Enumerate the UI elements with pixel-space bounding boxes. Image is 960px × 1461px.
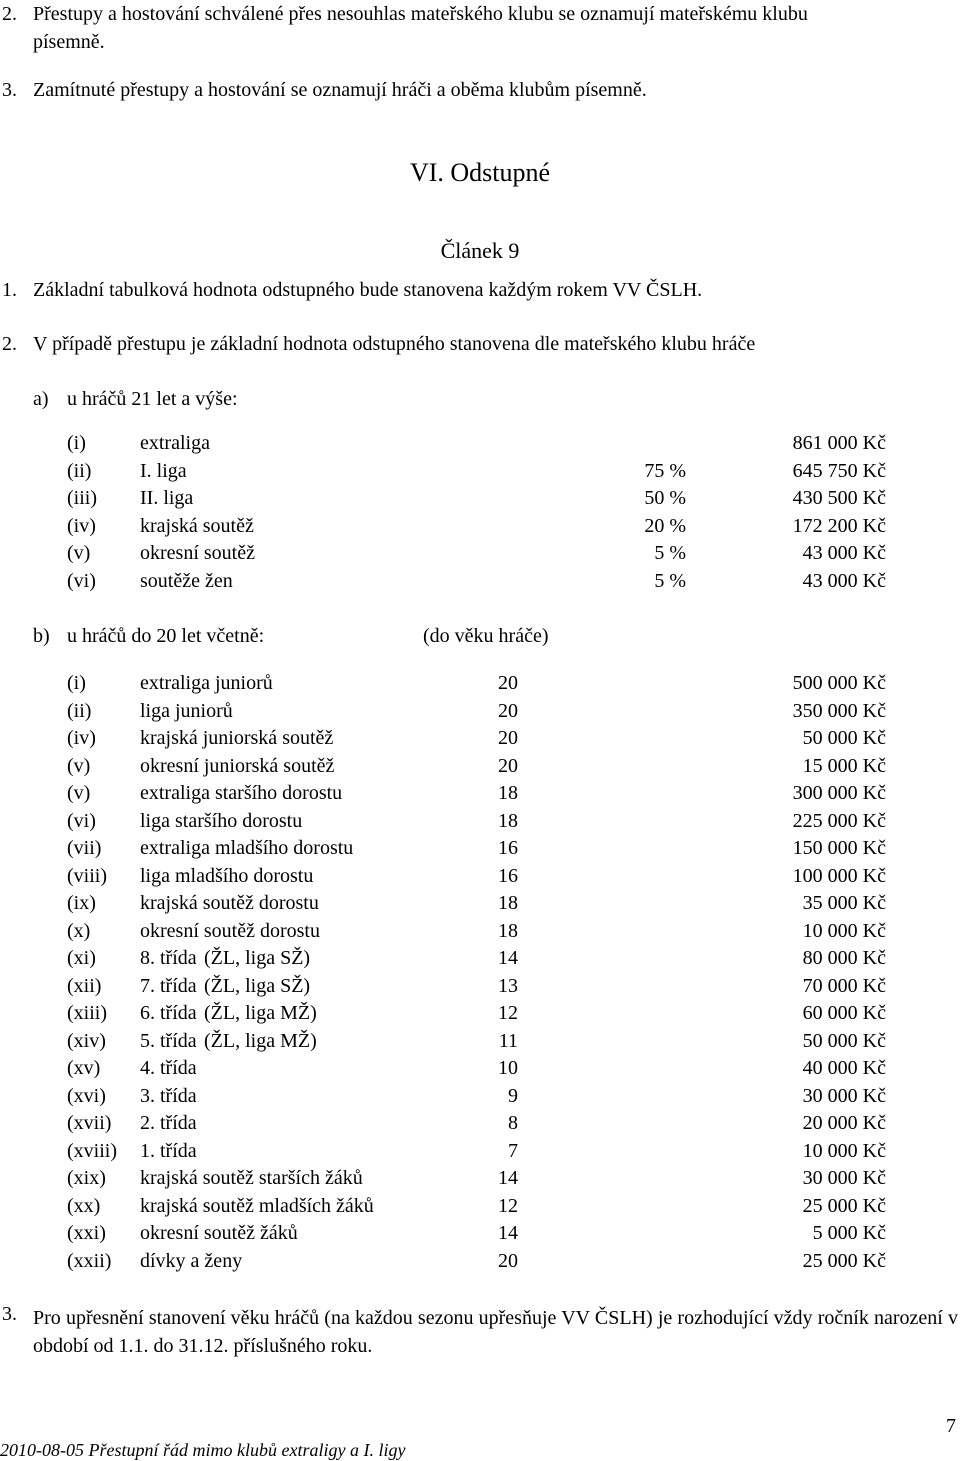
- table-row: [0, 1031, 960, 1055]
- row-age: 16: [498, 864, 518, 887]
- table-row: [0, 571, 960, 595]
- para-text: Přestupy a hostování schválené přes nesouhlas mateřského klubu se oznamují mateřskému klubu: [33, 3, 808, 25]
- row-name: II. liga: [140, 487, 194, 510]
- row-amount: 150 000 Kč: [792, 837, 886, 859]
- table-row: [0, 673, 960, 697]
- row-amount: 861 000 Kč: [792, 432, 886, 454]
- table-row: [0, 488, 960, 512]
- row-name: krajská soutěž dorostu: [140, 892, 319, 914]
- row-amount: 35 000 Kč: [802, 892, 886, 914]
- row-number: (ii): [67, 459, 92, 482]
- row-name: okresní soutěž žáků: [140, 1222, 298, 1244]
- row-number: (i): [67, 432, 86, 454]
- row-number: (xi): [67, 947, 96, 969]
- article-title: Článek 9: [440, 238, 520, 263]
- row-number: (xix): [67, 1167, 106, 1189]
- row-percent: 50 %: [644, 487, 686, 510]
- row-age: 8: [508, 1112, 518, 1134]
- row-age: 20: [498, 754, 518, 777]
- table-row: [0, 516, 960, 540]
- row-age: 16: [498, 837, 518, 859]
- row-age: 18: [498, 892, 518, 914]
- row-number: (x): [67, 919, 91, 942]
- table-row: [0, 921, 960, 945]
- table-row: [0, 1003, 960, 1027]
- row-age: 7: [508, 1139, 518, 1162]
- row-name: extraliga juniorů: [140, 672, 273, 694]
- row-age: 18: [498, 782, 518, 804]
- row-name: liga staršího dorostu: [140, 809, 303, 832]
- row-amount: 10 000 Kč: [802, 919, 886, 942]
- row-name: 1. třída: [140, 1139, 197, 1162]
- row-qualifier: (ŽL, liga MŽ): [204, 1029, 317, 1052]
- table-row: [0, 838, 960, 862]
- page-number: 7: [946, 1415, 956, 1437]
- row-age: 14: [498, 947, 518, 969]
- row-name: extraliga mladšího dorostu: [140, 837, 354, 859]
- row-age: 11: [498, 1029, 518, 1052]
- row-amount: 10 000 Kč: [802, 1139, 886, 1162]
- group-b-label: b): [33, 625, 50, 647]
- row-age: 20: [498, 1249, 518, 1272]
- row-age: 20: [498, 699, 518, 722]
- row-qualifier: (ŽL, liga MŽ): [204, 1002, 317, 1024]
- group-b-note: (do věku hráče): [423, 625, 549, 647]
- table-row: [0, 1086, 960, 1110]
- row-age: 9: [508, 1084, 518, 1107]
- row-name: 6. třída: [140, 1002, 197, 1024]
- row-name: liga mladšího dorostu: [140, 864, 314, 887]
- row-age: 20: [498, 672, 518, 694]
- row-name: 3. třída: [140, 1084, 197, 1107]
- row-qualifier: (ŽL, liga SŽ): [204, 974, 311, 997]
- row-number: (vii): [67, 837, 102, 859]
- row-number: (v): [67, 782, 91, 804]
- row-number: (vi): [67, 570, 96, 592]
- row-number: (xx): [67, 1194, 101, 1217]
- row-name: 8. třída: [140, 947, 197, 969]
- row-percent: 75 %: [644, 459, 686, 482]
- row-amount: 25 000 Kč: [802, 1194, 886, 1217]
- table-row: [0, 893, 960, 917]
- row-age: 18: [498, 809, 518, 832]
- table-row: [0, 1141, 960, 1165]
- table-row: [0, 1223, 960, 1247]
- row-amount: 30 000 Kč: [802, 1084, 886, 1107]
- row-name: extraliga staršího dorostu: [140, 782, 343, 804]
- row-age: 18: [498, 919, 518, 942]
- point-text: Pro upřesnění stanovení věku hráčů (na každou sezonu upřesňuje VV ČSLH) je rozhodující vždy ročník narození v období od 1.1. do 31.12. příslušného roku.: [33, 1307, 958, 1357]
- row-name: extraliga: [140, 432, 210, 454]
- row-qualifier: (ŽL, liga SŽ): [204, 947, 311, 969]
- row-number: (iv): [67, 514, 96, 537]
- row-number: (xiii): [67, 1002, 107, 1024]
- table-row: [0, 1058, 960, 1082]
- group-a-text: u hráčů 21 let a výše:: [67, 388, 238, 410]
- row-number: (xxi): [67, 1222, 106, 1244]
- point-text: Základní tabulková hodnota odstupného bude stanovena každým rokem VV ČSLH.: [33, 279, 703, 301]
- row-number: (ii): [67, 699, 92, 722]
- row-number: (xvi): [67, 1084, 106, 1107]
- row-age: 14: [498, 1167, 518, 1189]
- para-number: 2.: [2, 3, 17, 25]
- row-amount: 80 000 Kč: [802, 947, 886, 969]
- para-text: Zamítnuté přestupy a hostování se oznamují hráči a oběma klubům písemně.: [33, 79, 647, 101]
- table-row: [0, 948, 960, 972]
- row-name: okresní juniorská soutěž: [140, 754, 335, 777]
- row-number: (v): [67, 754, 91, 777]
- row-amount: 430 500 Kč: [792, 487, 886, 510]
- row-amount: 30 000 Kč: [802, 1167, 886, 1189]
- row-name: 2. třída: [140, 1112, 197, 1134]
- row-name: krajská soutěž starších žáků: [140, 1167, 363, 1189]
- row-age: 14: [498, 1222, 518, 1244]
- row-name: dívky a ženy: [140, 1249, 243, 1272]
- row-amount: 43 000 Kč: [802, 570, 886, 592]
- row-amount: 645 750 Kč: [792, 459, 886, 482]
- table-row: [0, 1196, 960, 1220]
- row-age: 13: [498, 974, 518, 997]
- row-name: okresní soutěž: [140, 542, 255, 565]
- row-number: (iv): [67, 727, 96, 749]
- row-number: (xii): [67, 974, 102, 997]
- row-amount: 70 000 Kč: [802, 974, 886, 997]
- table-row: [0, 811, 960, 835]
- row-percent: 5 %: [654, 542, 686, 565]
- row-name: 5. třída: [140, 1029, 197, 1052]
- table-row: [0, 783, 960, 807]
- point-text: V případě přestupu je základní hodnota odstupného stanovena dle mateřského klubu hráče: [33, 333, 756, 355]
- table-row: [0, 461, 960, 485]
- point-number: 1.: [2, 279, 17, 301]
- table-row: [0, 701, 960, 725]
- row-amount: 172 200 Kč: [792, 514, 886, 537]
- row-name: krajská juniorská soutěž: [140, 727, 334, 749]
- table-row: [0, 433, 960, 457]
- row-age: 20: [498, 727, 518, 749]
- row-percent: 5 %: [654, 570, 686, 592]
- row-number: (xv): [67, 1057, 101, 1079]
- row-number: (xiv): [67, 1029, 106, 1052]
- table-row: [0, 543, 960, 567]
- section-title: VI. Odstupné: [409, 158, 551, 187]
- row-amount: 40 000 Kč: [802, 1057, 886, 1079]
- row-number: (vi): [67, 809, 96, 832]
- row-percent: 20 %: [644, 514, 686, 537]
- row-amount: 500 000 Kč: [792, 672, 886, 694]
- row-amount: 50 000 Kč: [802, 1029, 886, 1052]
- row-amount: 25 000 Kč: [802, 1249, 886, 1272]
- row-number: (xxii): [67, 1249, 112, 1272]
- row-amount: 350 000 Kč: [792, 699, 886, 722]
- row-age: 12: [498, 1002, 518, 1024]
- row-age: 12: [498, 1194, 518, 1217]
- row-number: (xviii): [67, 1139, 117, 1162]
- table-row: [0, 756, 960, 780]
- row-amount: 15 000 Kč: [802, 754, 886, 777]
- group-a-label: a): [33, 388, 49, 410]
- table-row: [0, 1251, 960, 1275]
- row-age: 10: [498, 1057, 518, 1079]
- point-number: 2.: [2, 333, 17, 355]
- row-amount: 300 000 Kč: [792, 782, 886, 804]
- row-name: 7. třída: [140, 974, 197, 997]
- footer-text: 2010-08-05 Přestupní řád mimo klubů extraligy a I. ligy: [0, 1440, 406, 1460]
- row-name: I. liga: [140, 459, 187, 482]
- group-b-text: u hráčů do 20 let včetně:: [67, 625, 265, 647]
- row-amount: 225 000 Kč: [792, 809, 886, 832]
- row-name: okresní soutěž dorostu: [140, 919, 320, 942]
- row-name: krajská soutěž: [140, 514, 254, 537]
- row-amount: 43 000 Kč: [802, 542, 886, 565]
- para-number: 3.: [2, 79, 17, 101]
- table-row: [0, 866, 960, 890]
- table-row: [0, 1168, 960, 1192]
- table-row: [0, 976, 960, 1000]
- row-number: (i): [67, 672, 86, 694]
- row-name: krajská soutěž mladších žáků: [140, 1194, 374, 1217]
- row-amount: 60 000 Kč: [802, 1002, 886, 1024]
- row-name: liga juniorů: [140, 699, 233, 722]
- para-text: písemně.: [33, 31, 105, 53]
- table-row: [0, 728, 960, 752]
- row-number: (viii): [67, 864, 107, 887]
- row-number: (ix): [67, 892, 96, 914]
- row-name: 4. třída: [140, 1057, 197, 1079]
- row-amount: 5 000 Kč: [812, 1222, 886, 1244]
- row-amount: 50 000 Kč: [802, 727, 886, 749]
- row-number: (v): [67, 542, 91, 565]
- row-number: (xvii): [67, 1112, 112, 1134]
- row-amount: 20 000 Kč: [802, 1112, 886, 1134]
- row-amount: 100 000 Kč: [792, 864, 886, 887]
- table-row: [0, 1113, 960, 1137]
- row-number: (iii): [67, 487, 97, 510]
- row-name: soutěže žen: [140, 570, 233, 592]
- point-number: 3.: [2, 1303, 17, 1325]
